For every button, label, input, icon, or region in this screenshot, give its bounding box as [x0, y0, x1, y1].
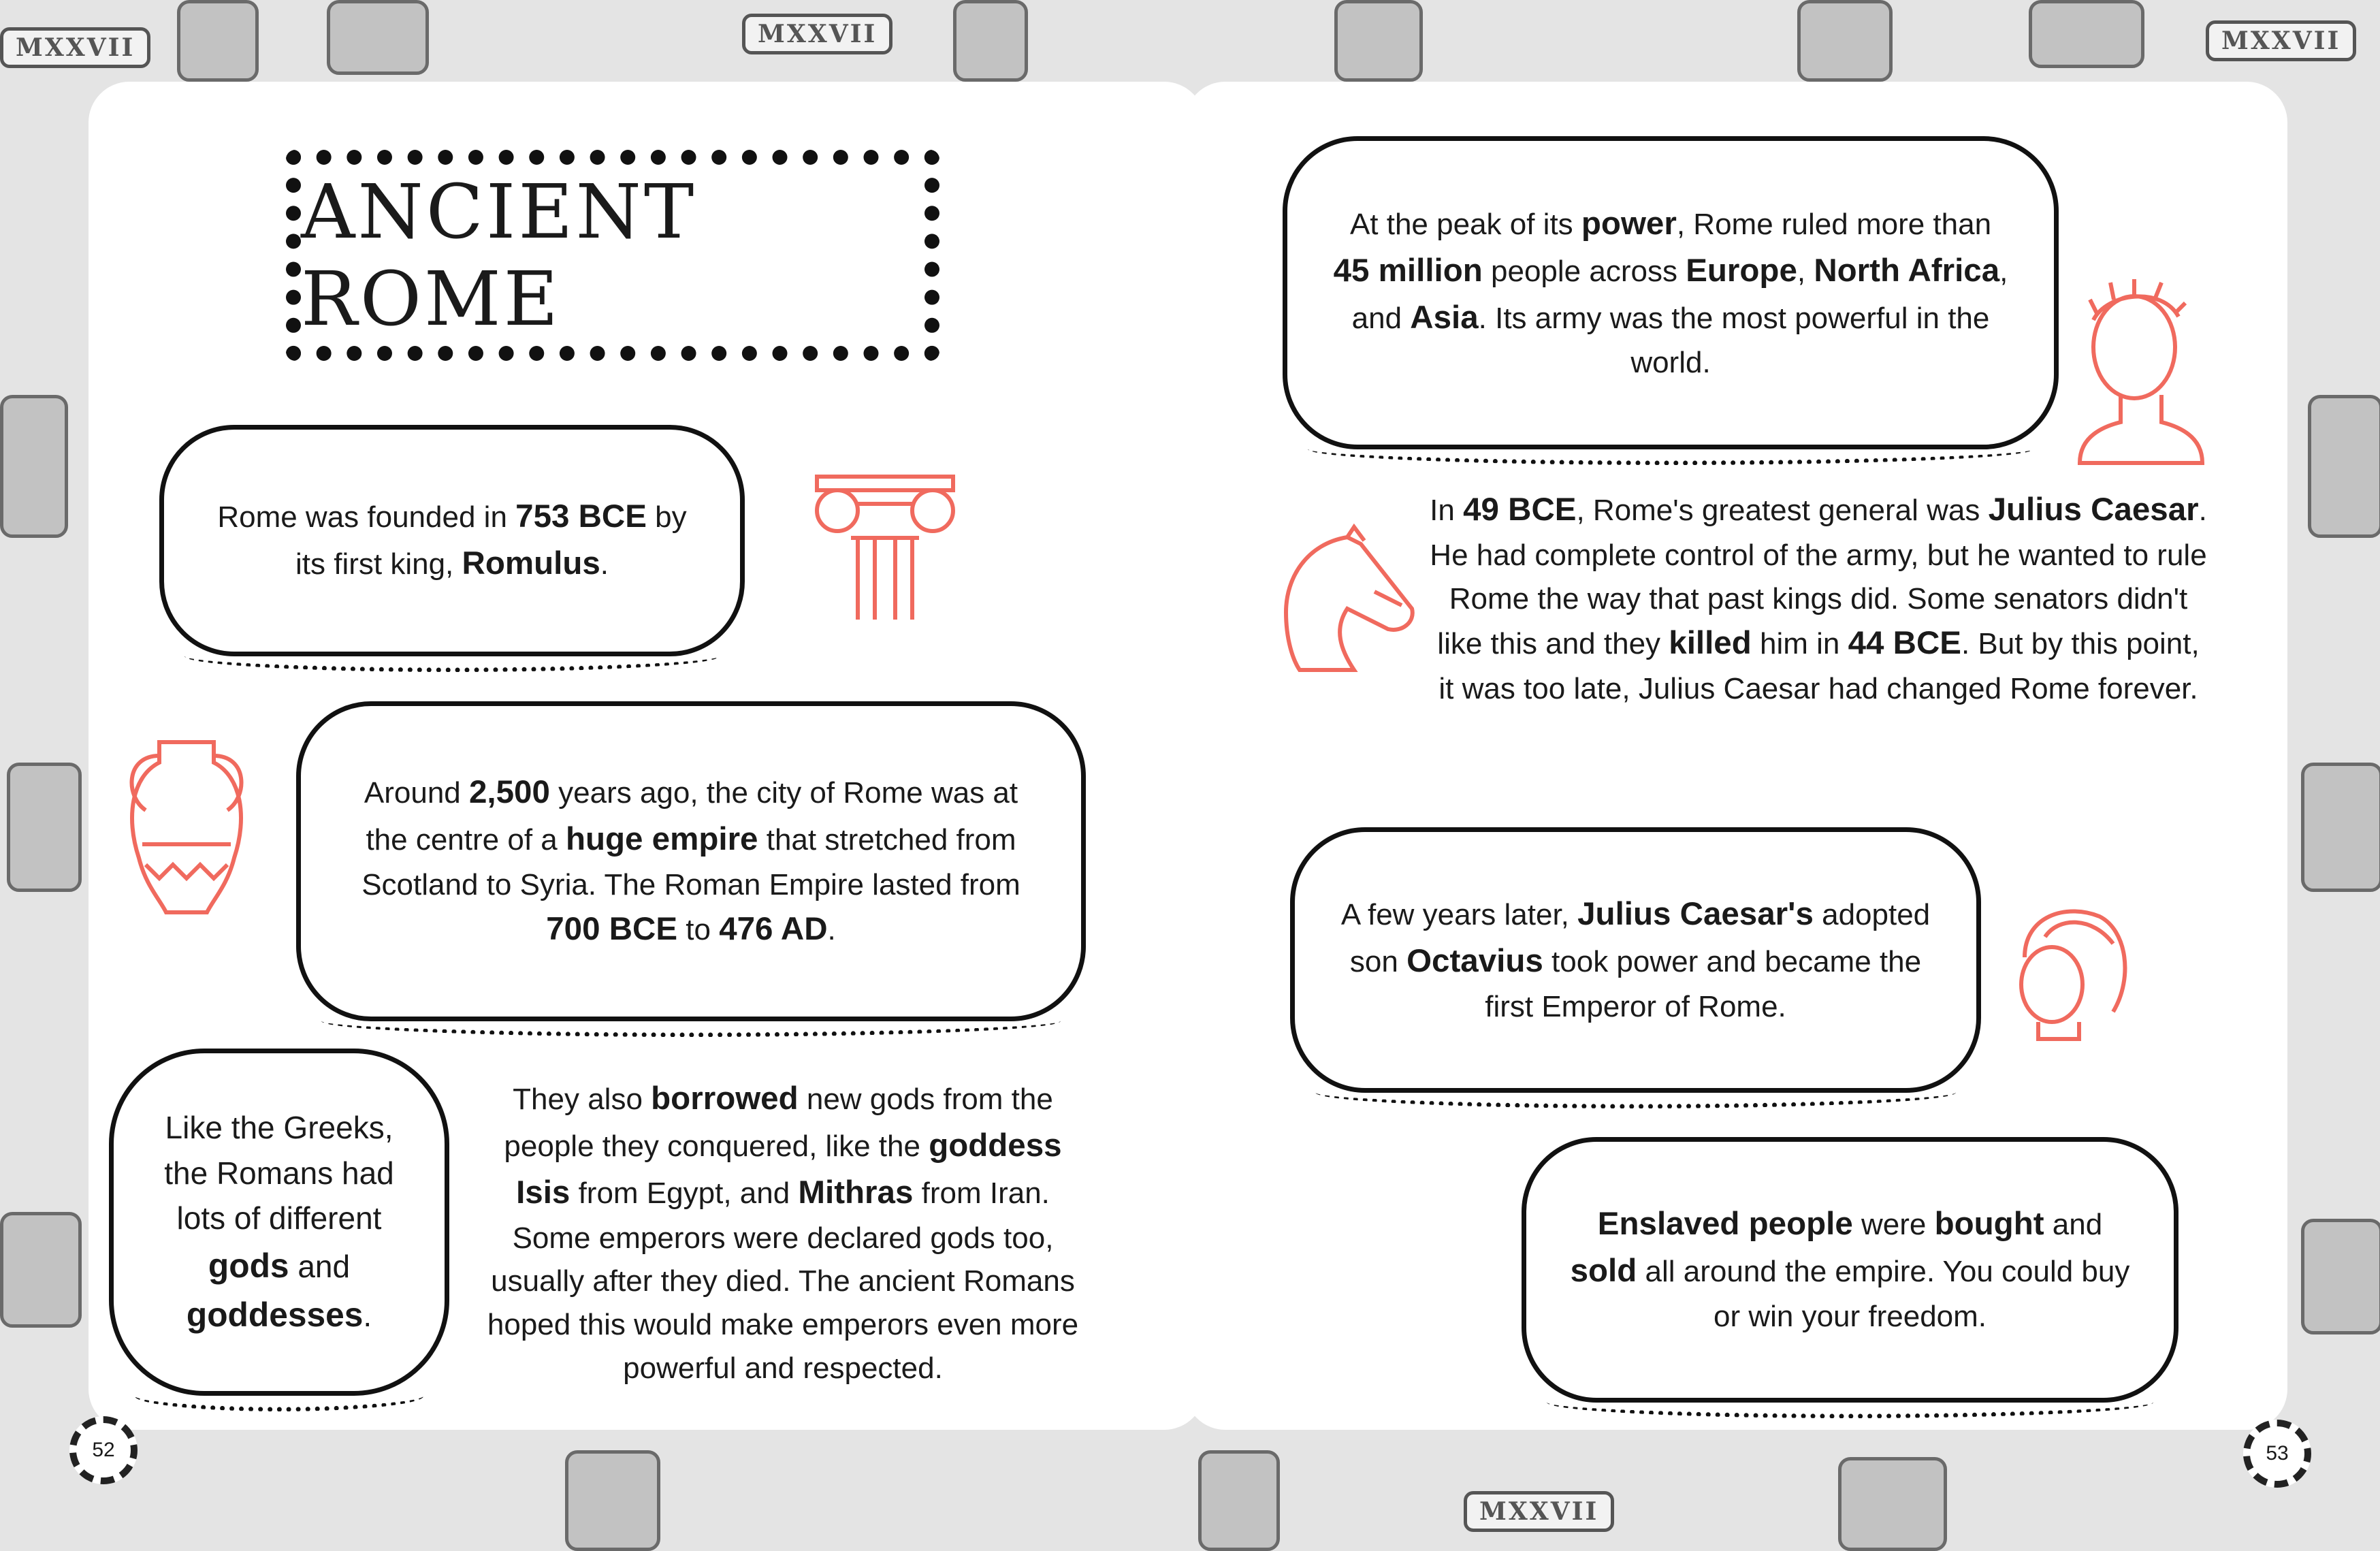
- bold-text: 476 AD: [719, 911, 828, 948]
- temple-decoration: [1797, 0, 1893, 82]
- bold-text: 2,500: [469, 773, 550, 810]
- bold-text: killed: [1669, 625, 1752, 662]
- text-segment: from Iran. Some emperors were declared gods too, usually after they died. The ancient Romans hoped this would make emperors even more powerful and respected.: [487, 1176, 1079, 1386]
- bold-text: goddesses: [186, 1296, 364, 1334]
- text-segment: In: [1430, 494, 1464, 527]
- horse-head-icon: [1272, 524, 1422, 677]
- text-segment: and: [289, 1248, 351, 1284]
- founded-text: [205, 494, 699, 588]
- bold-text: Julius Caesar: [1988, 492, 2199, 528]
- text-segment: that stretched from Scotland to Syria. The Roman Empire lasted from: [361, 822, 1020, 901]
- text-segment: .: [363, 1298, 372, 1334]
- bold-text: 700 BCE: [546, 911, 678, 948]
- text-segment: people across: [1482, 254, 1686, 288]
- text-segment: to: [677, 913, 720, 947]
- text-segment: At the peak of its: [1349, 207, 1581, 241]
- bold-text: bought: [1934, 1206, 2044, 1243]
- bold-text: borrowed: [651, 1081, 799, 1117]
- book-decoration: [0, 1212, 82, 1328]
- text-segment: took power and became the first Emperor of Rome.: [1485, 945, 1922, 1023]
- temple-decoration: [565, 1450, 660, 1551]
- gods-text: [141, 1105, 417, 1339]
- bold-text: Julius Caesar's: [1577, 896, 1814, 933]
- bold-text: gods: [208, 1246, 289, 1285]
- page-number-right: 53: [2243, 1420, 2311, 1488]
- helmet-decoration: [1334, 0, 1423, 82]
- bold-text: 49 BCE: [1463, 492, 1577, 528]
- gods-cloud: [109, 1049, 449, 1396]
- emperor-bust-icon: [2066, 272, 2216, 470]
- text-segment: Like the Greeks, the Romans had lots of different: [164, 1109, 394, 1236]
- helmeted-head-icon: [2004, 896, 2134, 1042]
- amphora-icon: [118, 729, 255, 919]
- text-segment: .: [600, 547, 609, 581]
- title-frame: [286, 150, 939, 361]
- banner-decoration: MXXVII: [742, 14, 892, 54]
- column-decoration: [2029, 0, 2144, 68]
- bold-text: North Africa: [1814, 252, 2000, 289]
- bold-text: 753 BCE: [515, 498, 647, 535]
- column-decoration: [953, 0, 1028, 82]
- borrowed-gods-paragraph: [477, 1076, 1089, 1390]
- banner-decoration: MXXVII: [2206, 20, 2356, 61]
- enslaved-cloud: [1522, 1137, 2178, 1403]
- bold-text: huge empire: [565, 820, 758, 857]
- bold-text: sold: [1570, 1253, 1637, 1290]
- text-segment: new gods from the people they conquered, like the: [504, 1083, 1053, 1163]
- bold-text: power: [1581, 205, 1677, 242]
- octavius-cloud: [1290, 827, 1981, 1093]
- amphora-decoration: [327, 0, 429, 75]
- text-segment: , and: [1351, 254, 2008, 335]
- text-segment: from Egypt, and: [570, 1176, 799, 1210]
- ionic-column-icon: [803, 463, 967, 626]
- bold-text: Asia: [1410, 299, 1479, 336]
- text-segment: all around the empire. You could buy or win your freedom.: [1637, 1255, 2130, 1333]
- text-segment: . Its army was the most powerful in the world.: [1478, 301, 1990, 380]
- octavius-text: [1336, 891, 1935, 1029]
- founded-cloud: [159, 425, 745, 656]
- book-decoration: [2301, 1219, 2380, 1334]
- text-segment: ,: [1797, 254, 1814, 288]
- text-segment: were: [1852, 1208, 1935, 1242]
- amphora-decoration: [7, 763, 82, 892]
- text-segment: . But by this point, it was too late, Julius Caesar had changed Rome forever.: [1438, 627, 2200, 706]
- power-text: [1328, 201, 2013, 385]
- text-segment: , Rome's greatest general was: [1576, 494, 1989, 527]
- bold-text: goddess Isis: [516, 1127, 1062, 1211]
- bold-text: 45 million: [1333, 252, 1483, 289]
- column-decoration: [2308, 395, 2380, 538]
- text-segment: A few years later,: [1340, 898, 1578, 932]
- banner-decoration: MXXVII: [0, 27, 150, 68]
- caesar-paragraph: [1427, 487, 2210, 711]
- page-number-left: 52: [69, 1416, 138, 1484]
- amphora-decoration: [2301, 763, 2380, 892]
- page-title: ANCIENT ROME: [301, 168, 697, 342]
- bold-text: Enslaved people: [1597, 1206, 1853, 1243]
- column-decoration: [0, 395, 68, 538]
- text-segment: and: [2044, 1208, 2103, 1242]
- text-segment: Around: [364, 775, 469, 810]
- text-segment: They also: [513, 1083, 652, 1116]
- text-segment: by its first king,: [295, 500, 687, 581]
- text-segment: him in: [1751, 627, 1848, 661]
- text-segment: adopted son: [1349, 898, 1931, 979]
- text-segment: .: [827, 913, 836, 947]
- text-segment: , Rome ruled more than: [1676, 207, 1992, 241]
- bold-text: Europe: [1686, 252, 1797, 289]
- bold-text: 44 BCE: [1848, 625, 1961, 662]
- text-segment: Rome was founded in: [217, 500, 516, 534]
- enslaved-text: [1567, 1201, 2133, 1339]
- power-cloud: [1283, 136, 2059, 449]
- bold-text: Romulus: [462, 545, 600, 581]
- helmet-decoration: [1198, 1450, 1280, 1551]
- bold-text: Octavius: [1406, 943, 1543, 980]
- empire-cloud: [296, 701, 1086, 1021]
- banner-decoration: MXXVII: [1464, 1491, 1614, 1532]
- text-segment: years ago, the city of Rome was at the centre of a: [366, 775, 1018, 857]
- empire-text: [342, 769, 1040, 953]
- amphora-decoration: [1838, 1457, 1947, 1551]
- text-segment: . He had complete control of the army, but he wanted to rule Rome the way that past kings did. Some senators didn't like this and they: [1430, 494, 2207, 661]
- bold-text: Mithras: [798, 1174, 914, 1211]
- book-decoration: [177, 0, 259, 82]
